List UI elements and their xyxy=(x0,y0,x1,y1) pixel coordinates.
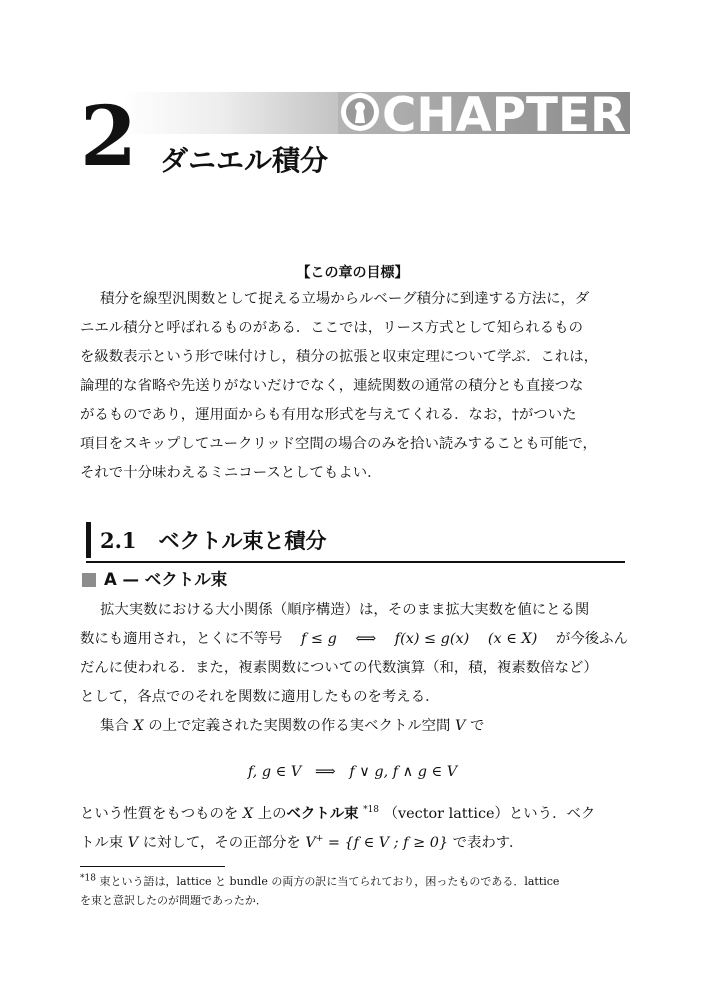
chapter-title: ダニエル積分 xyxy=(160,144,329,177)
section-heading xyxy=(100,528,327,554)
section-rule xyxy=(86,561,625,563)
goals-line: それで十分味わえるミニコースとしてもよい． xyxy=(80,465,382,481)
math-superscript: + xyxy=(315,834,324,845)
math-inline: = {f ∈ V ; f ≥ 0} xyxy=(327,835,449,851)
chapter-banner xyxy=(338,88,630,136)
text-run: が今後ふん xyxy=(556,631,628,647)
goals-line: 項目をスキップしてユークリッド空間の場合のみを拾い読みすることも可能で， xyxy=(80,436,597,452)
footnote-line: を束と意訳したのが問題であったか． xyxy=(80,894,267,907)
text-run: トル束 xyxy=(80,835,124,851)
math-inline: V xyxy=(305,835,316,851)
chapter-number: 2 xyxy=(80,89,136,185)
footnote-reference[interactable]: *18 xyxy=(363,805,380,816)
math-inline: f(x) ≤ g(x) xyxy=(394,631,470,647)
math-inline: X xyxy=(242,806,254,822)
goals-line: 論理的な省略や先送りがないだけでなく，連続関数の通常の積分とも直接つな xyxy=(80,378,584,394)
text-run: 集合 xyxy=(100,718,129,734)
goals-paragraph xyxy=(80,285,628,488)
paragraph-line: 拡大実数における大小関係（順序構造）は，そのまま拡大実数を値にとる関 xyxy=(100,602,590,618)
footnote xyxy=(80,872,628,910)
footnote-line xyxy=(80,872,628,891)
footnote-text: 束という語は，lattice と bundle の両方の訳に当てられており，困ったものである．lattice xyxy=(99,875,560,888)
section-marker-bar xyxy=(86,522,91,558)
section-number: 2.1 xyxy=(100,528,137,553)
goals-heading: 【この章の目標】 xyxy=(296,265,409,281)
paragraph-line xyxy=(80,712,628,741)
paragraph-line xyxy=(80,625,628,654)
math-inline: (x ∈ X) xyxy=(487,631,538,647)
paragraph-order xyxy=(80,596,628,741)
paragraph-line: だんに使われる．また，複素関数についての代数演算（和，積，複素数倍など） xyxy=(80,660,598,676)
defined-term: ベクトル束 xyxy=(286,806,359,822)
paragraph-line xyxy=(80,829,628,858)
subsection-heading: A — ベクトル束 xyxy=(104,570,228,589)
equation-lhs: f, g ∈ V xyxy=(247,764,302,780)
goals-line: ニエル積分と呼ばれるものがある．ここでは，リース方式として知られるもの xyxy=(80,320,583,336)
math-inline: f ≤ g xyxy=(301,631,337,647)
section-title: ベクトル束と積分 xyxy=(158,529,327,553)
math-inline: V xyxy=(455,718,466,734)
text-run: で表わす． xyxy=(452,835,524,851)
equation-rhs: f ∨ g, f ∧ g ∈ V xyxy=(349,764,458,780)
text-run: という性質をもつものを xyxy=(80,806,239,822)
text-run: （vector lattice）という．ベク xyxy=(383,806,596,822)
goals-line: 積分を線型汎関数として捉える立場からルベーグ積分に到達する方法に，ダ xyxy=(100,291,590,307)
paragraph-line xyxy=(80,800,628,829)
keyhole-icon xyxy=(341,93,379,131)
paragraph-vector-lattice xyxy=(80,800,628,858)
subsection-square-icon xyxy=(82,573,96,587)
equation-arrow: ⟹ xyxy=(314,764,336,780)
goals-line: を級数表示という形で味付けし，積分の拡張と収束定理について学ぶ．これは， xyxy=(80,349,599,365)
goals-line: がるものであり，運用面からも有用な形式を与えてくれる．なお，†がついた xyxy=(80,407,577,423)
display-equation xyxy=(0,760,705,784)
chapter-label: CHAPTER xyxy=(382,88,626,136)
text-run: の上で定義された実関数の作る実ベクトル空間 xyxy=(148,718,451,734)
math-inline: V xyxy=(127,835,139,851)
text-run: 上の xyxy=(257,806,287,822)
math-inline: ⟺ xyxy=(355,631,377,647)
text-run: 数にも適用され，とくに不等号 xyxy=(80,631,283,647)
text-run: で xyxy=(469,718,485,734)
math-inline: X xyxy=(133,718,144,734)
text-run: に対して，その正部分を xyxy=(142,835,301,851)
footnote-rule xyxy=(80,866,225,867)
footnote-mark: *18 xyxy=(80,873,96,884)
paragraph-line: として，各点でのそれを関数に適用したものを考える． xyxy=(80,689,440,705)
